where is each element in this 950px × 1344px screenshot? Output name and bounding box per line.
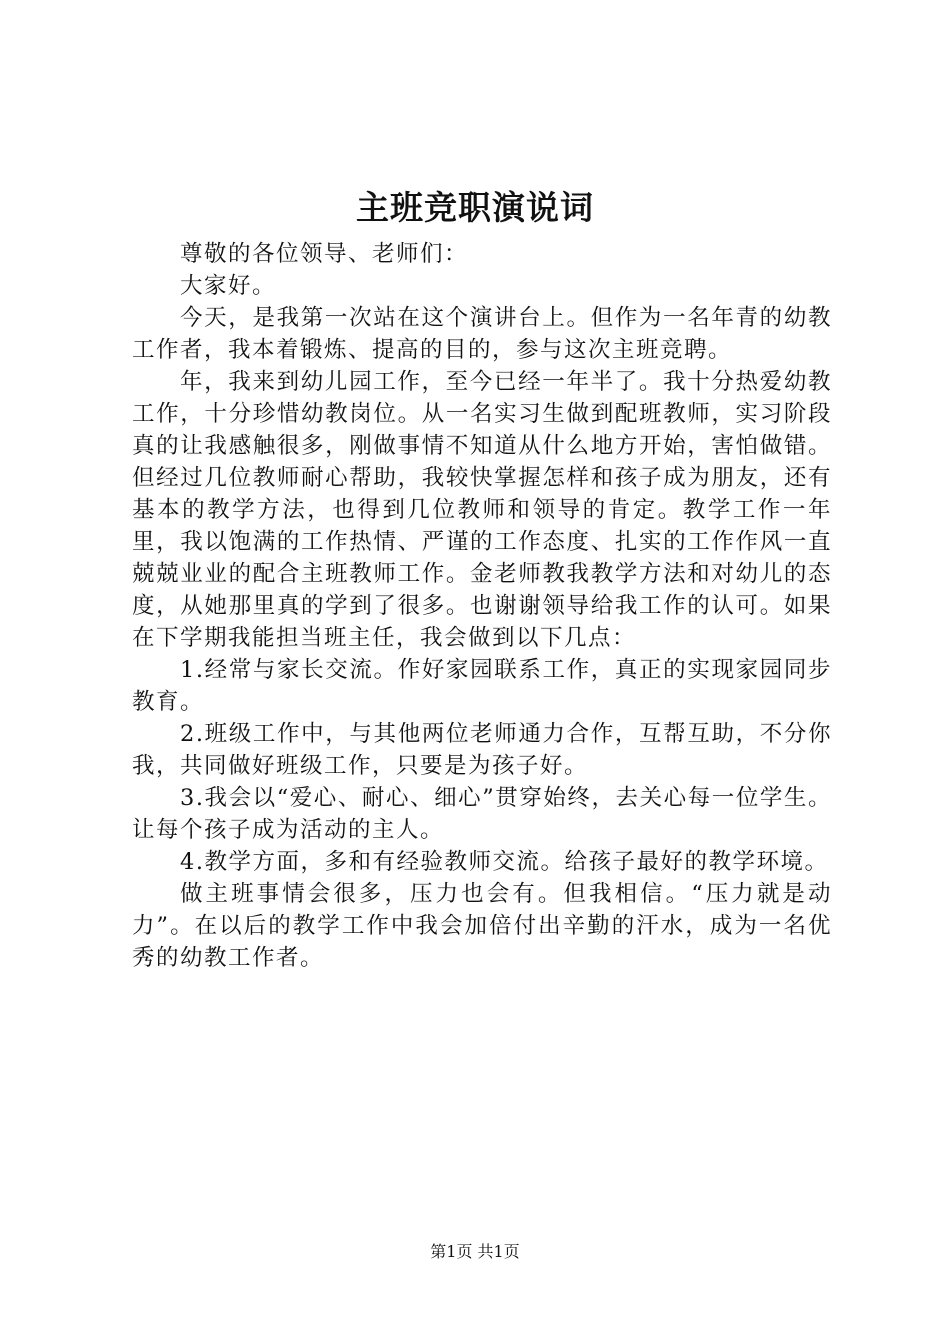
- list-item-paragraph: 3.我会以“爱心、耐心、细心”贯穿始终，去关心每一位学生。让每个孩子成为活动的主人。: [132, 785, 832, 843]
- body-paragraph: 今天，是我第一次站在这个演讲台上。但作为一名年青的幼教工作者，我本着锻炼、提高的目的，参与这次主班竞聘。: [132, 305, 832, 363]
- greeting-paragraph: 大家好。: [180, 273, 277, 299]
- list-item-paragraph: 4.教学方面，多和有经验教师交流。给孩子最好的教学环境。: [180, 849, 829, 875]
- body-paragraph: 年，我来到幼儿园工作，至今已经一年半了。我十分热爱幼教工作，十分珍惜幼教岗位。从一名实习生做到配班教师，实习阶段真的让我感触很多，刚做事情不知道从什么地方开始，害怕做错。但经过几位教师耐心帮助，我较快掌握怎样和孩子成为朋友，还有基本的教学方法，也得到几位教师和领导的肯定。教学工作一年里，我以饱满的工作热情、严谨的工作态度、扎实的工作作风一直兢兢业业的配合主班教师工作。金老师教我教学方法和对幼儿的态度，从她那里真的学到了很多。也谢谢领导给我工作的认可。如果在下学期我能担当班主任，我会做到以下几点：: [132, 369, 832, 651]
- document-title: 主班竞职演说词: [356, 188, 594, 227]
- page-footer: 第1页 共1页: [430, 1242, 520, 1261]
- list-item-paragraph: 1.经常与家长交流。作好家园联系工作，真正的实现家园同步教育。: [132, 657, 832, 715]
- salutation-paragraph: 尊敬的各位领导、老师们：: [180, 241, 469, 267]
- closing-paragraph: 做主班事情会很多，压力也会有。但我相信。“压力就是动力”。在以后的教学工作中我会加倍付出辛勤的汗水，成为一名优秀的幼教工作者。: [132, 881, 832, 971]
- list-item-paragraph: 2.班级工作中，与其他两位老师通力合作，互帮互助，不分你我，共同做好班级工作，只要是为孩子好。: [132, 721, 832, 779]
- document-body: [132, 238, 832, 974]
